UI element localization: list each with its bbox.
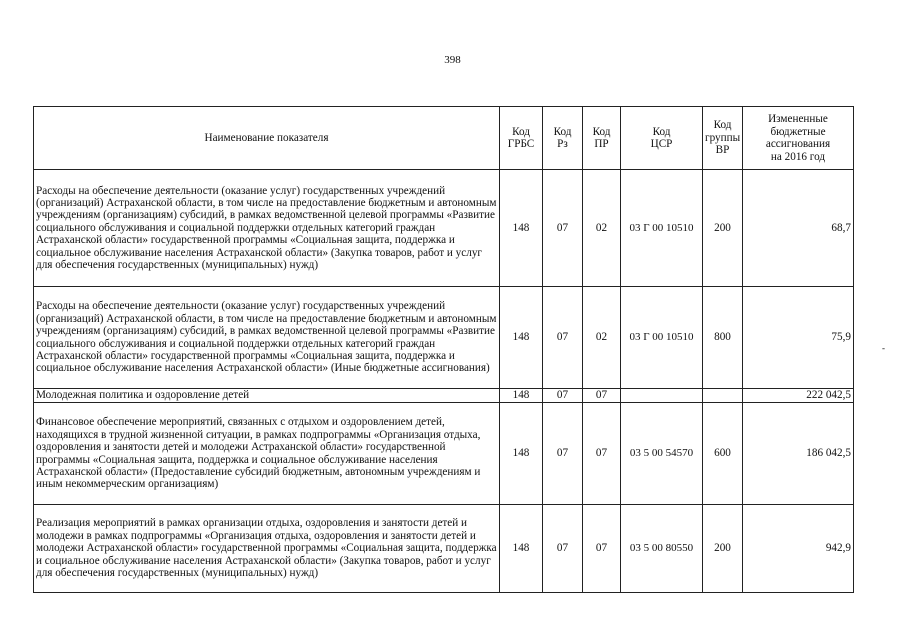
row-name: Расходы на обеспечение деятельности (оказание услуг) государственных учреждений (организаций) Астраханской области, в том числе на предоставление бюджетным и автономным учреждениям (организациям) субсидий, в рамках ведомственной целевой программы «Развитие социального обслуживания и социальной поддержки отдельных категорий граждан Астраханской области» государственной программы «Социальная защита, поддержка и социальное обслуживание населения Астраханской области» (Закупка товаров, работ и услуг для обеспечения государственных (муниципальных) нужд)	[34, 170, 500, 287]
row-rz: 07	[543, 170, 583, 287]
table-row	[34, 170, 854, 287]
row-csr: 03 5 00 54570	[621, 403, 703, 505]
row-name: Расходы на обеспечение деятельности (оказание услуг) государственных учреждений (организаций) Астраханской области, в том числе на предоставление бюджетным и автономным учреждениям (организациям) субсидий, в рамках ведомственной целевой программы «Развитие социального обслуживания и социальной поддержки отдельных категорий граждан Астраханской области» государственной программы «Социальная защита, поддержка и социальное обслуживание населения Астраханской области» (Иные бюджетные ассигнования)	[34, 287, 500, 389]
row-vr: 200	[703, 170, 743, 287]
row-name: Молодежная политика и оздоровление детей	[34, 389, 500, 403]
page-number: 398	[444, 54, 461, 66]
row-csr: 03 Г 00 10510	[621, 170, 703, 287]
row-pr: 07	[583, 389, 621, 403]
row-vr: 200	[703, 505, 743, 593]
row-amount: 186 042,5	[743, 403, 854, 505]
margin-mark: -	[882, 343, 885, 353]
row-csr: 03 5 00 80550	[621, 505, 703, 593]
row-csr: 03 Г 00 10510	[621, 287, 703, 389]
row-vr	[703, 389, 743, 403]
header-row	[34, 107, 854, 170]
row-amount: 942,9	[743, 505, 854, 593]
row-pr: 02	[583, 170, 621, 287]
row-name: Финансовое обеспечение мероприятий, связанных с отдыхом и оздоровлением детей, находящихся в трудной жизненной ситуации, в рамках подпрограммы «Организация отдыха, оздоровления и занятости детей и молодежи Астраханской области» государственной программы «Социальная защита, поддержка и социальное обслуживание населения Астраханской области» (Предоставление субсидий бюджетным, автономным учреждениям и иным некоммерческим организациям)	[34, 403, 500, 505]
header-rz: Код Рз	[543, 107, 583, 170]
row-pr: 07	[583, 505, 621, 593]
budget-table	[33, 106, 854, 593]
row-vr: 800	[703, 287, 743, 389]
row-grbs: 148	[500, 505, 543, 593]
table-row	[34, 403, 854, 505]
row-amount: 222 042,5	[743, 389, 854, 403]
row-amount: 68,7	[743, 170, 854, 287]
table-row	[34, 389, 854, 403]
table-row	[34, 287, 854, 389]
header-vr: Код группы ВР	[703, 107, 743, 170]
header-csr: Код ЦСР	[621, 107, 703, 170]
row-pr: 02	[583, 287, 621, 389]
header-amount: Измененные бюджетные ассигнования на 2016 год	[743, 107, 854, 170]
header-name: Наименование показателя	[34, 107, 500, 170]
row-rz: 07	[543, 505, 583, 593]
header-pr: Код ПР	[583, 107, 621, 170]
row-grbs: 148	[500, 403, 543, 505]
row-name: Реализация мероприятий в рамках организации отдыха, оздоровления и занятости детей и молодежи в рамках подпрограммы «Организация отдыха, оздоровления и занятости детей и молодежи Астраханской области» государственной программы «Социальная защита, поддержка и социальное обслуживание населения Астраханской области» (Закупка товаров, работ и услуг для обеспечения государственных (муниципальных) нужд)	[34, 505, 500, 593]
row-grbs: 148	[500, 389, 543, 403]
row-grbs: 148	[500, 287, 543, 389]
row-pr: 07	[583, 403, 621, 505]
row-amount: 75,9	[743, 287, 854, 389]
row-rz: 07	[543, 389, 583, 403]
header-grbs: Код ГРБС	[500, 107, 543, 170]
row-csr	[621, 389, 703, 403]
table-row	[34, 505, 854, 593]
row-grbs: 148	[500, 170, 543, 287]
row-vr: 600	[703, 403, 743, 505]
row-rz: 07	[543, 287, 583, 389]
row-rz: 07	[543, 403, 583, 505]
